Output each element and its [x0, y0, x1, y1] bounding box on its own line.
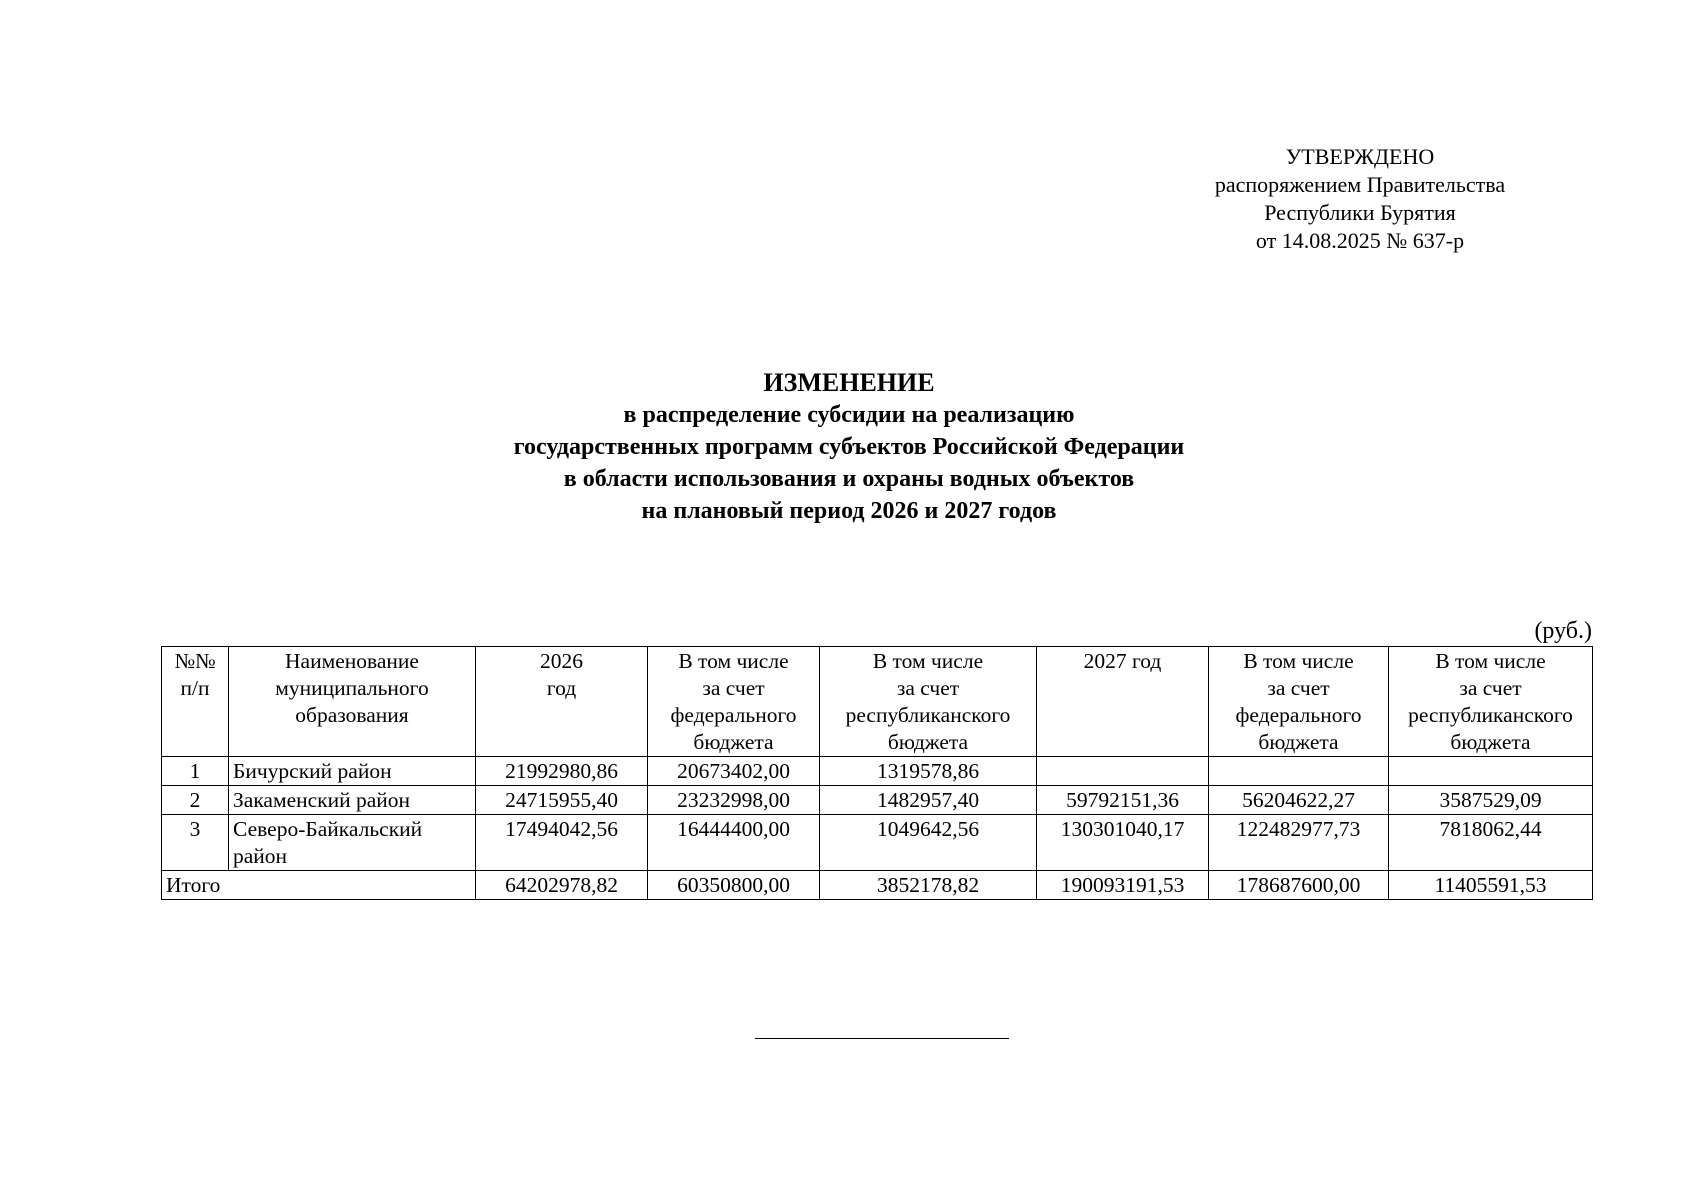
table-row: [162, 757, 1593, 786]
cell-num: 1: [162, 757, 229, 786]
cell-federal-2027: 122482977,73: [1209, 815, 1389, 871]
cell-2027: 130301040,17: [1037, 815, 1209, 871]
cell-republican-2027: [1389, 757, 1593, 786]
cell-name: Северо-Байкальский район: [229, 815, 476, 871]
cell-republican-2026: 1049642,56: [820, 815, 1037, 871]
closing-divider: [755, 1038, 1009, 1039]
title-line-4: в области использования и охраны водных объектов: [563, 466, 1135, 492]
header-federal-2026: В том числе за счет федерального бюджета: [648, 647, 820, 757]
cell-name: Закаменский район: [229, 786, 476, 815]
cell-federal-2026: 20673402,00: [648, 757, 820, 786]
cell-2027: 59792151,36: [1037, 786, 1209, 815]
total-2026: 64202978,82: [476, 871, 648, 900]
cell-republican-2026: 1482957,40: [820, 786, 1037, 815]
approval-issuer: распоряжением Правительства: [1214, 172, 1506, 197]
subsidy-table: [161, 646, 1593, 900]
cell-num: 3: [162, 815, 229, 871]
cell-name: Бичурский район: [229, 757, 476, 786]
cell-federal-2027: [1209, 757, 1389, 786]
currency-unit: (руб.): [1534, 618, 1592, 644]
title-line-3: государственных программ субъектов Российской Федерации: [513, 434, 1185, 460]
cell-federal-2027: 56204622,27: [1209, 786, 1389, 815]
cell-num: 2: [162, 786, 229, 815]
title-main: ИЗМЕНЕНИЕ: [763, 368, 935, 397]
total-federal-2027: 178687600,00: [1209, 871, 1389, 900]
table-row: [162, 786, 1593, 815]
table-row: [162, 815, 1593, 871]
document-title: [0, 367, 1698, 527]
header-republican-2027: В том числе за счет республиканского бюджета: [1389, 647, 1593, 757]
cell-federal-2026: 16444400,00: [648, 815, 820, 871]
approval-date-number: от 14.08.2025 № 637-р: [1255, 228, 1465, 253]
header-republican-2026: В том числе за счет республиканского бюджета: [820, 647, 1037, 757]
cell-2026: 21992980,86: [476, 757, 648, 786]
title-line-2: в распределение субсидии на реализацию: [623, 402, 1075, 428]
cell-2026: 17494042,56: [476, 815, 648, 871]
table-header-row: [162, 647, 1593, 757]
table-total-row: [162, 871, 1593, 900]
cell-republican-2026: 1319578,86: [820, 757, 1037, 786]
cell-federal-2026: 23232998,00: [648, 786, 820, 815]
cell-2027: [1037, 757, 1209, 786]
total-label: Итого: [162, 871, 476, 900]
approval-stamp: [1170, 143, 1550, 255]
total-federal-2026: 60350800,00: [648, 871, 820, 900]
cell-republican-2027: 7818062,44: [1389, 815, 1593, 871]
total-republican-2027: 11405591,53: [1389, 871, 1593, 900]
approval-region: Республики Бурятия: [1264, 200, 1456, 225]
header-federal-2027: В том числе за счет федерального бюджета: [1209, 647, 1389, 757]
total-republican-2026: 3852178,82: [820, 871, 1037, 900]
total-2027: 190093191,53: [1037, 871, 1209, 900]
header-name: Наименование муниципального образования: [229, 647, 476, 757]
title-line-5: на плановый период 2026 и 2027 годов: [641, 498, 1057, 524]
header-2026: 2026 год: [476, 647, 648, 757]
approval-heading: УТВЕРЖДЕНО: [1285, 144, 1435, 169]
header-num: №№ п/п: [162, 647, 229, 757]
cell-2026: 24715955,40: [476, 786, 648, 815]
header-2027: 2027 год: [1037, 647, 1209, 757]
cell-republican-2027: 3587529,09: [1389, 786, 1593, 815]
